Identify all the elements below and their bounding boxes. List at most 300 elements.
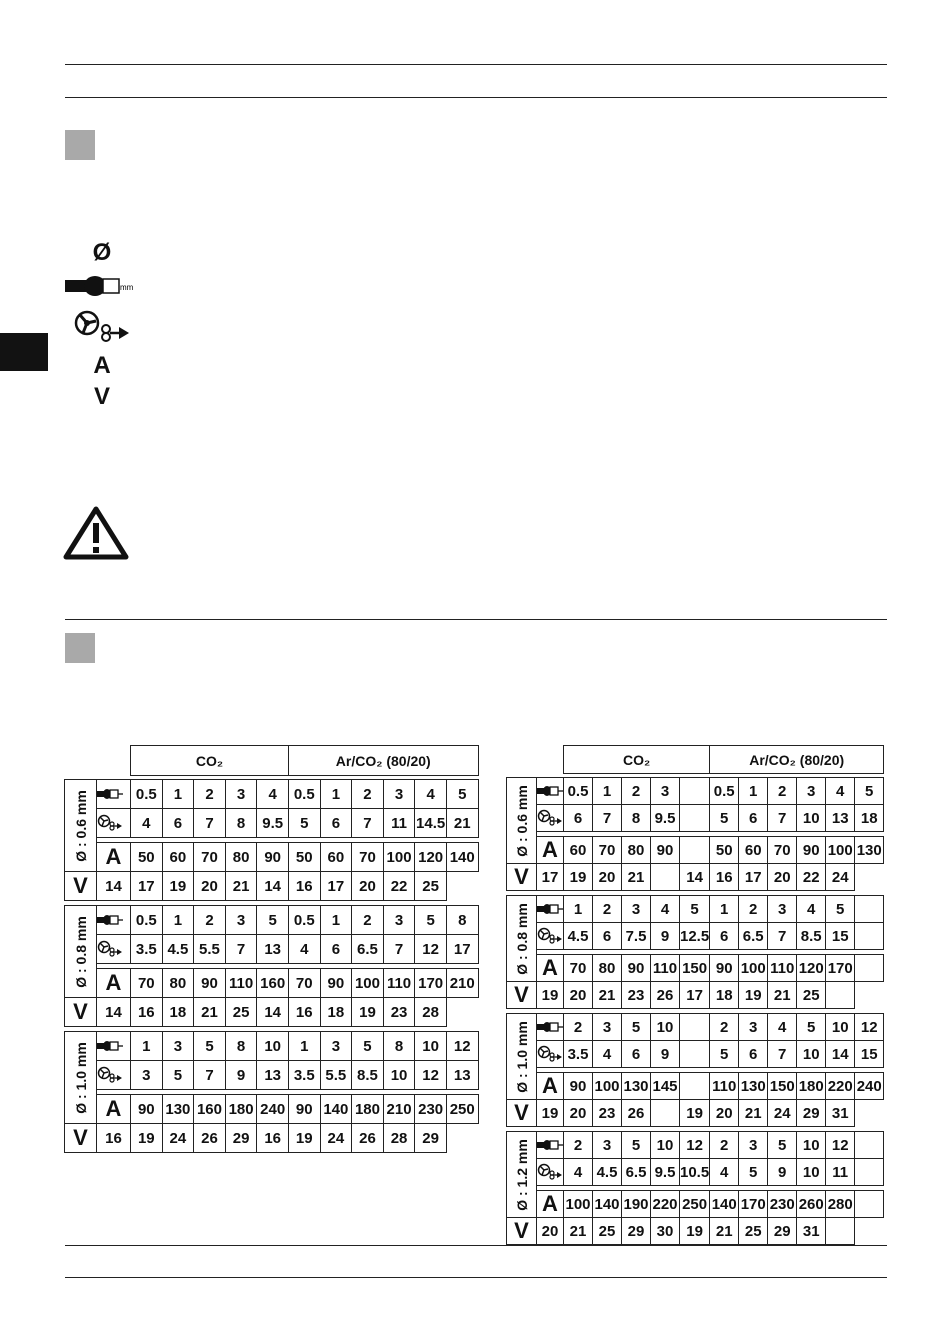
voltage-icon: V <box>507 1100 537 1127</box>
thickness-cell: 3 <box>739 1132 768 1159</box>
amperage-icon: A <box>97 969 131 998</box>
wire-speed-cell: 5 <box>710 805 739 832</box>
voltage-cell: 19 <box>537 982 564 1009</box>
thickness-cell: 3 <box>797 778 826 805</box>
amperage-icon: A <box>97 1095 131 1124</box>
section-marker-2 <box>65 633 95 663</box>
wire-speed-cell: 13 <box>257 935 289 964</box>
thickness-cell: 10 <box>797 1132 826 1159</box>
thickness-cell: 3 <box>651 778 680 805</box>
thickness-cell: 5 <box>194 1032 226 1061</box>
corner-blank <box>65 746 131 776</box>
voltage-cell: 16 <box>131 998 163 1027</box>
wire-speed-cell: 5.5 <box>194 935 226 964</box>
wire-speed-cell: 7 <box>593 805 622 832</box>
thickness-cell: 4 <box>651 896 680 923</box>
thickness-cell: 12 <box>855 1014 884 1041</box>
amperage-cell: 130 <box>162 1095 194 1124</box>
wire-speed-cell: 3.5 <box>131 935 163 964</box>
table-row <box>65 998 479 1027</box>
amperage-cell: 180 <box>797 1073 826 1100</box>
thickness-cell: 1 <box>320 780 352 809</box>
thickness-cell: 1 <box>162 780 194 809</box>
thickness-cell: 12 <box>826 1132 855 1159</box>
diameter-label: Ø : 0.6 mm <box>65 780 97 872</box>
diameter-icon: Ø <box>92 239 112 266</box>
amperage-cell: 145 <box>651 1073 680 1100</box>
wire-speed-cell: 8 <box>622 805 651 832</box>
amperage-cell <box>855 955 884 982</box>
voltage-cell: 17 <box>680 982 710 1009</box>
wire-speed-cell: 9 <box>651 1041 680 1068</box>
thickness-cell: 4 <box>768 1014 797 1041</box>
wire-speed-icon <box>537 1041 564 1068</box>
amperage-cell: 170 <box>415 969 447 998</box>
wire-speed-cell: 4 <box>288 935 320 964</box>
thickness-cell: 2 <box>194 906 226 935</box>
voltage-cell: 22 <box>797 864 826 891</box>
amperage-cell: 60 <box>320 843 352 872</box>
thickness-cell: 1 <box>593 778 622 805</box>
wire-speed-icon <box>62 308 142 344</box>
thickness-cell: 10 <box>257 1032 289 1061</box>
voltage-cell: 19 <box>680 1218 710 1245</box>
diameter-label: Ø : 1.2 mm <box>507 1132 537 1218</box>
amperage-cell: 70 <box>352 843 384 872</box>
voltage-cell: 19 <box>680 1100 710 1127</box>
wire-speed-cell: 10 <box>797 1159 826 1186</box>
amperage-cell <box>855 1191 884 1218</box>
table-row <box>65 935 479 964</box>
amperage-cell: 130 <box>855 837 884 864</box>
wire-speed-cell: 7 <box>768 1041 797 1068</box>
wire-speed-cell <box>680 805 710 832</box>
wire-speed-cell: 6 <box>739 1041 768 1068</box>
gas-header-co2: CO₂ <box>131 746 289 776</box>
amperage-cell: 150 <box>680 955 710 982</box>
amperage-icon: A <box>93 352 111 379</box>
wire-speed-cell: 7 <box>194 1061 226 1090</box>
wire-speed-cell: 14.5 <box>415 809 447 838</box>
amperage-cell: 150 <box>768 1073 797 1100</box>
wire-speed-cell <box>855 1159 884 1186</box>
voltage-cell: 25 <box>415 872 447 901</box>
wire-speed-cell: 4 <box>564 1159 593 1186</box>
thickness-cell: 5 <box>257 906 289 935</box>
table-row <box>507 923 884 950</box>
wire-speed-cell: 11 <box>383 809 415 838</box>
wire-speed-cell: 13 <box>446 1061 478 1090</box>
voltage-icon: V <box>65 998 97 1027</box>
wire-speed-cell: 10.5 <box>680 1159 710 1186</box>
wire-speed-cell: 15 <box>826 923 855 950</box>
wire-speed-cell: 6 <box>710 923 739 950</box>
wire-speed-cell: 10 <box>797 1041 826 1068</box>
thickness-cell: 1 <box>564 896 593 923</box>
thickness-cell: 5 <box>446 780 478 809</box>
amperage-cell: 80 <box>162 969 194 998</box>
voltage-cell: 14 <box>257 998 289 1027</box>
thickness-cell <box>680 1014 710 1041</box>
wire-speed-cell: 3.5 <box>564 1041 593 1068</box>
wire-speed-cell: 7 <box>352 809 384 838</box>
voltage-icon: V <box>93 383 110 410</box>
corner-blank <box>507 746 564 774</box>
thickness-cell: 0.5 <box>710 778 739 805</box>
amperage-cell: 100 <box>564 1191 593 1218</box>
diameter-label: Ø : 1.0 mm <box>507 1014 537 1100</box>
wire-speed-cell: 9 <box>651 923 680 950</box>
thickness-icon <box>97 1032 131 1061</box>
thickness-cell: 3 <box>768 896 797 923</box>
thickness-icon <box>537 1014 564 1041</box>
amperage-cell: 120 <box>415 843 447 872</box>
voltage-cell: 25 <box>593 1218 622 1245</box>
voltage-cell: 26 <box>352 1124 384 1153</box>
table-row <box>65 843 479 872</box>
voltage-cell: 16 <box>710 864 739 891</box>
voltage-cell: 23 <box>383 998 415 1027</box>
thickness-cell: 0.5 <box>288 780 320 809</box>
warning-icon <box>62 505 130 561</box>
voltage-cell: 17 <box>537 864 564 891</box>
amperage-cell: 130 <box>622 1073 651 1100</box>
voltage-cell: 21 <box>225 872 257 901</box>
wire-speed-cell: 6.5 <box>352 935 384 964</box>
amperage-cell: 170 <box>826 955 855 982</box>
voltage-cell: 21 <box>622 864 651 891</box>
wire-speed-cell: 6.5 <box>622 1159 651 1186</box>
amperage-cell: 80 <box>622 837 651 864</box>
voltage-cell: 19 <box>564 864 593 891</box>
wire-speed-cell: 4.5 <box>593 1159 622 1186</box>
amperage-cell: 100 <box>383 843 415 872</box>
table-row <box>65 1095 479 1124</box>
thickness-cell: 5 <box>680 896 710 923</box>
wire-speed-cell: 6 <box>320 935 352 964</box>
voltage-cell: 23 <box>593 1100 622 1127</box>
amperage-cell: 100 <box>826 837 855 864</box>
amperage-cell: 140 <box>320 1095 352 1124</box>
amperage-cell: 110 <box>225 969 257 998</box>
section-divider <box>65 619 887 620</box>
voltage-cell: 25 <box>797 982 826 1009</box>
thickness-cell: 5 <box>622 1014 651 1041</box>
wire-speed-icon <box>537 805 564 832</box>
thickness-cell: 3 <box>320 1032 352 1061</box>
amperage-cell <box>680 837 710 864</box>
wire-speed-icon <box>537 1159 564 1186</box>
amperage-cell: 180 <box>352 1095 384 1124</box>
amperage-icon: A <box>537 955 564 982</box>
voltage-cell <box>826 1218 855 1245</box>
wire-speed-cell: 5 <box>162 1061 194 1090</box>
table-row <box>65 872 479 901</box>
thickness-cell: 3 <box>739 1014 768 1041</box>
amperage-cell: 110 <box>651 955 680 982</box>
amperage-cell: 160 <box>194 1095 226 1124</box>
table-row <box>507 955 884 982</box>
wire-speed-cell: 7 <box>383 935 415 964</box>
wire-speed-cell: 7.5 <box>622 923 651 950</box>
table-row <box>507 1132 884 1159</box>
wire-speed-cell: 8.5 <box>797 923 826 950</box>
wire-speed-cell: 21 <box>446 809 478 838</box>
wire-speed-cell: 10 <box>383 1061 415 1090</box>
voltage-cell: 20 <box>593 864 622 891</box>
amperage-cell: 260 <box>797 1191 826 1218</box>
wire-speed-cell: 6 <box>162 809 194 838</box>
wire-speed-cell: 5.5 <box>320 1061 352 1090</box>
thickness-cell: 1 <box>710 896 739 923</box>
thickness-cell: 3 <box>225 906 257 935</box>
table-row <box>65 1061 479 1090</box>
table-row <box>507 982 884 1009</box>
wire-speed-cell: 7 <box>768 805 797 832</box>
amperage-cell: 90 <box>131 1095 163 1124</box>
table-row <box>507 778 884 805</box>
bottom-rule-2 <box>65 1277 887 1278</box>
voltage-cell: 14 <box>97 872 131 901</box>
voltage-cell: 17 <box>739 864 768 891</box>
thickness-cell: 0.5 <box>288 906 320 935</box>
amperage-cell: 60 <box>162 843 194 872</box>
thickness-cell: 4 <box>797 896 826 923</box>
amperage-cell: 220 <box>826 1073 855 1100</box>
wire-speed-cell: 4 <box>593 1041 622 1068</box>
wire-speed-cell: 9 <box>768 1159 797 1186</box>
language-side-tab <box>0 333 48 371</box>
voltage-cell: 24 <box>768 1100 797 1127</box>
thickness-cell: 2 <box>564 1014 593 1041</box>
voltage-cell <box>826 982 855 1009</box>
thickness-cell: 4 <box>257 780 289 809</box>
voltage-cell: 17 <box>131 872 163 901</box>
wire-speed-cell: 9.5 <box>651 805 680 832</box>
amperage-cell: 280 <box>826 1191 855 1218</box>
wire-speed-cell: 8 <box>225 809 257 838</box>
amperage-cell: 50 <box>710 837 739 864</box>
thickness-cell: 5 <box>415 906 447 935</box>
thickness-icon <box>97 906 131 935</box>
table-row <box>507 805 884 832</box>
wire-speed-cell: 9.5 <box>257 809 289 838</box>
wire-speed-icon <box>97 809 131 838</box>
wire-speed-cell: 18 <box>855 805 884 832</box>
thickness-cell: 3 <box>593 1132 622 1159</box>
amperage-cell: 140 <box>446 843 478 872</box>
thickness-cell: 2 <box>593 896 622 923</box>
voltage-cell: 29 <box>415 1124 447 1153</box>
voltage-cell: 20 <box>710 1100 739 1127</box>
section-marker-1 <box>65 130 95 160</box>
amperage-cell: 230 <box>768 1191 797 1218</box>
welding-settings-table-right <box>506 745 884 1245</box>
table-row <box>65 780 479 809</box>
amperage-cell: 140 <box>593 1191 622 1218</box>
voltage-cell: 26 <box>651 982 680 1009</box>
amperage-cell: 90 <box>797 837 826 864</box>
thickness-cell: 5 <box>768 1132 797 1159</box>
voltage-cell: 19 <box>288 1124 320 1153</box>
thickness-cell: 1 <box>320 906 352 935</box>
thickness-cell: 8 <box>225 1032 257 1061</box>
thickness-cell: 8 <box>446 906 478 935</box>
voltage-cell: 25 <box>225 998 257 1027</box>
thickness-cell: 10 <box>651 1132 680 1159</box>
voltage-icon: V <box>65 1124 97 1153</box>
amperage-cell: 250 <box>446 1095 478 1124</box>
voltage-cell: 21 <box>739 1100 768 1127</box>
amperage-cell <box>680 1073 710 1100</box>
thickness-cell: 3 <box>383 780 415 809</box>
amperage-cell: 90 <box>710 955 739 982</box>
thickness-cell: 2 <box>710 1132 739 1159</box>
amperage-cell: 120 <box>797 955 826 982</box>
welding-settings-table-left <box>64 745 479 1153</box>
voltage-cell: 21 <box>194 998 226 1027</box>
amperage-cell: 90 <box>622 955 651 982</box>
bottom-rule-1 <box>65 1245 887 1246</box>
table-row <box>507 1100 884 1127</box>
voltage-cell: 29 <box>225 1124 257 1153</box>
thickness-cell: 3 <box>383 906 415 935</box>
wire-speed-cell: 8.5 <box>352 1061 384 1090</box>
table-row <box>65 1032 479 1061</box>
amperage-cell: 90 <box>320 969 352 998</box>
table-row <box>507 1014 884 1041</box>
amperage-cell: 80 <box>593 955 622 982</box>
amperage-cell: 170 <box>739 1191 768 1218</box>
wire-speed-cell: 6 <box>564 805 593 832</box>
voltage-cell: 31 <box>797 1218 826 1245</box>
wire-speed-cell: 13 <box>257 1061 289 1090</box>
wire-speed-cell: 4 <box>131 809 163 838</box>
amperage-cell: 160 <box>257 969 289 998</box>
thickness-cell: 2 <box>194 780 226 809</box>
wire-speed-cell <box>680 1041 710 1068</box>
wire-speed-cell: 12 <box>415 935 447 964</box>
voltage-cell: 19 <box>537 1100 564 1127</box>
diameter-label: Ø : 1.0 mm <box>65 1032 97 1124</box>
thickness-cell: 3 <box>162 1032 194 1061</box>
thickness-cell: 12 <box>680 1132 710 1159</box>
voltage-cell: 19 <box>131 1124 163 1153</box>
amperage-icon: A <box>537 1073 564 1100</box>
voltage-cell: 19 <box>352 998 384 1027</box>
amperage-cell: 230 <box>415 1095 447 1124</box>
top-rule-2 <box>65 97 887 98</box>
thickness-cell: 10 <box>826 1014 855 1041</box>
thickness-cell: 3 <box>225 780 257 809</box>
amperage-cell: 70 <box>768 837 797 864</box>
voltage-cell: 14 <box>680 864 710 891</box>
voltage-cell: 24 <box>162 1124 194 1153</box>
amperage-cell: 220 <box>651 1191 680 1218</box>
thickness-cell: 2 <box>739 896 768 923</box>
amperage-cell: 110 <box>768 955 797 982</box>
thickness-cell: 0.5 <box>564 778 593 805</box>
thickness-cell: 2 <box>352 780 384 809</box>
voltage-cell: 26 <box>194 1124 226 1153</box>
wire-speed-icon <box>537 923 564 950</box>
table-row <box>507 837 884 864</box>
amperage-cell: 180 <box>225 1095 257 1124</box>
voltage-cell: 29 <box>622 1218 651 1245</box>
amperage-cell: 90 <box>651 837 680 864</box>
amperage-icon: A <box>537 837 564 864</box>
thickness-cell: 5 <box>797 1014 826 1041</box>
amperage-cell: 110 <box>710 1073 739 1100</box>
wire-speed-cell: 6 <box>593 923 622 950</box>
voltage-cell: 30 <box>651 1218 680 1245</box>
wire-speed-cell: 5 <box>288 809 320 838</box>
voltage-cell: 23 <box>622 982 651 1009</box>
amperage-cell: 100 <box>352 969 384 998</box>
thickness-cell: 1 <box>162 906 194 935</box>
voltage-cell: 16 <box>288 872 320 901</box>
table-row <box>507 1041 884 1068</box>
thickness-cell: 12 <box>446 1032 478 1061</box>
thickness-cell: 2 <box>352 906 384 935</box>
thickness-cell: 4 <box>415 780 447 809</box>
gas-header-co2: CO₂ <box>564 746 710 774</box>
amperage-cell: 50 <box>288 843 320 872</box>
voltage-cell: 31 <box>826 1100 855 1127</box>
voltage-cell: 14 <box>97 998 131 1027</box>
amperage-cell: 90 <box>194 969 226 998</box>
wire-speed-cell: 11 <box>826 1159 855 1186</box>
thickness-cell: 5 <box>826 896 855 923</box>
top-rule-1 <box>65 64 887 65</box>
thickness-icon <box>537 778 564 805</box>
wire-speed-cell: 7 <box>225 935 257 964</box>
wire-speed-cell: 6 <box>739 805 768 832</box>
table-row <box>65 809 479 838</box>
voltage-cell: 28 <box>415 998 447 1027</box>
amperage-cell: 90 <box>288 1095 320 1124</box>
wire-speed-cell: 13 <box>826 805 855 832</box>
thickness-cell: 1 <box>288 1032 320 1061</box>
amperage-cell: 80 <box>225 843 257 872</box>
voltage-cell: 29 <box>797 1100 826 1127</box>
voltage-cell: 18 <box>710 982 739 1009</box>
voltage-cell <box>651 1100 680 1127</box>
amperage-cell: 70 <box>131 969 163 998</box>
amperage-cell: 70 <box>564 955 593 982</box>
thickness-cell <box>680 778 710 805</box>
amperage-cell: 130 <box>739 1073 768 1100</box>
amperage-cell: 240 <box>257 1095 289 1124</box>
voltage-icon: V <box>507 864 537 891</box>
diameter-label: Ø : 0.8 mm <box>507 896 537 982</box>
amperage-cell: 60 <box>564 837 593 864</box>
wire-speed-cell: 4.5 <box>162 935 194 964</box>
wire-speed-cell: 5 <box>739 1159 768 1186</box>
voltage-cell: 19 <box>162 872 194 901</box>
table-row <box>507 1159 884 1186</box>
amperage-cell: 210 <box>446 969 478 998</box>
wire-speed-cell: 7 <box>768 923 797 950</box>
table-row <box>65 1124 479 1153</box>
wire-speed-cell: 7 <box>194 809 226 838</box>
wire-speed-cell: 3.5 <box>288 1061 320 1090</box>
wire-speed-cell: 17 <box>446 935 478 964</box>
wire-speed-cell: 6.5 <box>739 923 768 950</box>
amperage-cell: 70 <box>593 837 622 864</box>
amperage-cell: 240 <box>855 1073 884 1100</box>
diameter-label: Ø : 0.6 mm <box>507 778 537 864</box>
